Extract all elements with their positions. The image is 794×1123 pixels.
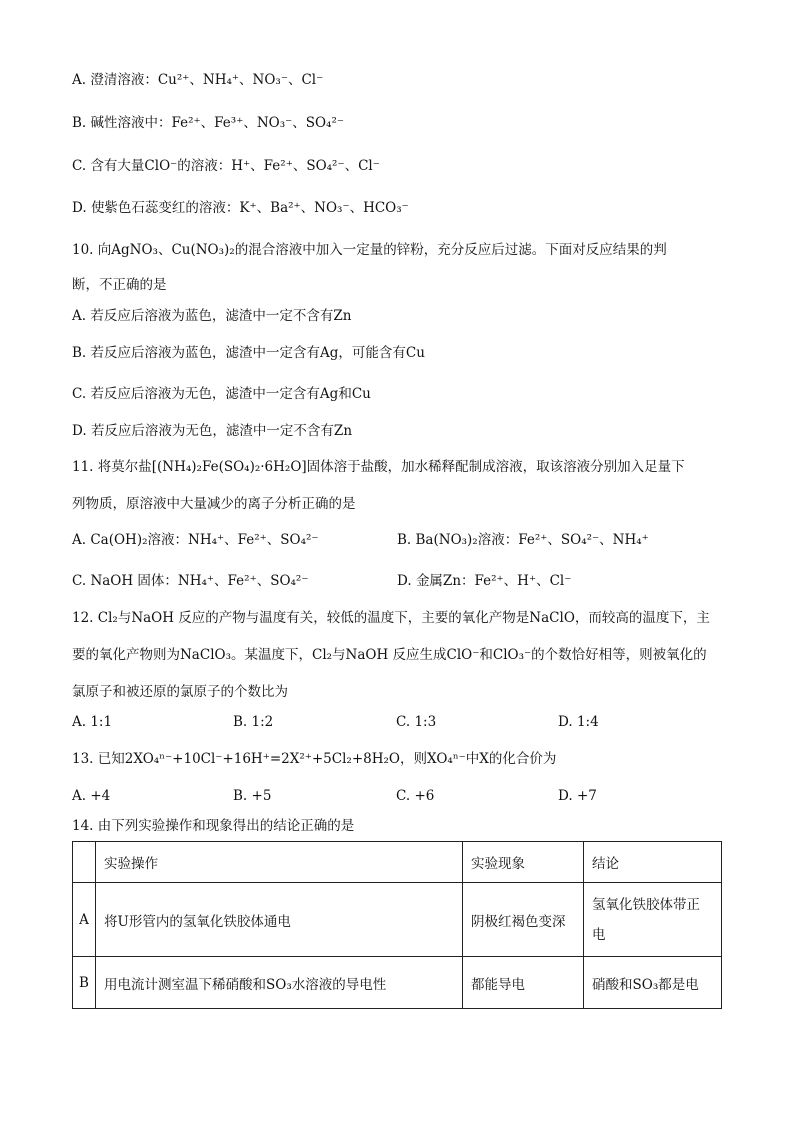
- q10-option-d: [72, 421, 352, 441]
- option-label: B.: [397, 532, 412, 548]
- option-label: D.: [72, 200, 87, 216]
- q14-stem: 14. 由下列实验操作和现象得出的结论正确的是: [72, 818, 355, 834]
- q9-option-a: [72, 70, 323, 90]
- option-text: +5: [251, 788, 272, 804]
- q13-option-b: [233, 786, 271, 806]
- option-label: C.: [396, 788, 411, 804]
- table-cell: 氢氧化铁胶体带正电: [584, 883, 722, 957]
- q10-stem-line2: 断，不正确的是: [72, 277, 167, 293]
- q12-option-d: [558, 712, 599, 732]
- option-label: C.: [72, 573, 87, 589]
- q13-option-d: [558, 786, 597, 806]
- option-label: A.: [72, 72, 87, 88]
- option-label: A.: [72, 308, 87, 324]
- option-text: 1:4: [576, 714, 599, 730]
- option-label: A.: [72, 714, 87, 730]
- table-cell: 硝酸和SO₃都是电: [584, 957, 722, 1009]
- option-label: C.: [72, 158, 87, 174]
- table-header-cell: 实验现象: [463, 842, 584, 883]
- option-label: D.: [72, 423, 87, 439]
- table-cell: B: [73, 957, 96, 1009]
- option-text: 1:2: [251, 714, 274, 730]
- q9-option-b: [72, 113, 344, 133]
- q9-option-d: [72, 198, 409, 218]
- q11-option-c: [72, 571, 308, 591]
- q11-stem-line2: 列物质，原溶液中大量减少的离子分析正确的是: [72, 496, 356, 512]
- q11-option-a: [72, 530, 319, 550]
- table-header-cell: [73, 842, 96, 883]
- q12-stem-line3: 氯原子和被还原的氯原子的个数比为: [72, 684, 288, 700]
- q12-stem-line1: 12. Cl₂与NaOH 反应的产物与温度有关，较低的温度下，主要的氧化产物是NaClO，而较高的温度下，主: [72, 610, 710, 626]
- option-label: B.: [233, 788, 248, 804]
- option-label: D.: [558, 788, 573, 804]
- option-text: +6: [414, 788, 435, 804]
- q13-option-a: [72, 786, 110, 806]
- table-row: [73, 883, 722, 957]
- option-text: +7: [576, 788, 597, 804]
- option-text: 若反应后溶液为蓝色，滤渣中一定含有Ag，可能含有Cu: [90, 345, 425, 361]
- experiment-table: [72, 841, 722, 1009]
- option-label: B.: [72, 345, 87, 361]
- q11-option-d: [397, 571, 571, 591]
- q10-option-a: [72, 306, 351, 326]
- option-label: C.: [396, 714, 411, 730]
- q10-option-c: [72, 384, 371, 404]
- option-text: 含有大量ClO⁻的溶液：H⁺、Fe²⁺、SO₄²⁻、Cl⁻: [90, 158, 380, 174]
- option-label: C.: [72, 386, 87, 402]
- q12-option-b: [233, 712, 273, 732]
- table-cell: 都能导电: [463, 957, 584, 1009]
- table-cell: 阴极红褐色变深: [463, 883, 584, 957]
- option-text: 若反应后溶液为无色，滤渣中一定含有Ag和Cu: [90, 386, 371, 402]
- option-label: D.: [558, 714, 573, 730]
- q10-stem-line1: 10. 向AgNO₃、Cu(NO₃)₂的混合溶液中加入一定量的锌粉，充分反应后过滤。下面对反应结果的判: [72, 242, 667, 258]
- q12-option-a: [72, 712, 112, 732]
- q9-option-c: [72, 156, 380, 176]
- table-cell: A: [73, 883, 96, 957]
- option-text: 使紫色石蕊变红的溶液：K⁺、Ba²⁺、NO₃⁻、HCO₃⁻: [90, 200, 409, 216]
- option-text: 若反应后溶液为无色，滤渣中一定不含有Zn: [90, 423, 353, 439]
- table-header-row: [73, 842, 722, 883]
- option-text: 金属Zn：Fe²⁺、H⁺、Cl⁻: [415, 573, 572, 589]
- table-cell: 用电流计测室温下稀硝酸和SO₃水溶液的导电性: [96, 957, 463, 1009]
- table-header-cell: 结论: [584, 842, 722, 883]
- q12-stem-line2: 要的氧化产物则为NaClO₃。某温度下，Cl₂与NaOH 反应生成ClO⁻和ClO₃⁻的个数恰好相等，则被氧化的: [72, 647, 707, 663]
- q13-stem: 13. 已知2XO₄ⁿ⁻+10Cl⁻+16H⁺=2X²⁺+5Cl₂+8H₂O，则XO₄ⁿ⁻中X的化合价为: [72, 751, 557, 767]
- option-text: 碱性溶液中：Fe²⁺、Fe³⁺、NO₃⁻、SO₄²⁻: [90, 115, 345, 131]
- option-text: 若反应后溶液为蓝色，滤渣中一定不含有Zn: [90, 308, 352, 324]
- q10-option-b: [72, 343, 425, 363]
- q12-option-c: [396, 712, 436, 732]
- q13-option-c: [396, 786, 434, 806]
- option-text: Ca(OH)₂溶液：NH₄⁺、Fe²⁺、SO₄²⁻: [90, 532, 319, 548]
- option-label: B.: [233, 714, 248, 730]
- q11-option-b: [397, 530, 649, 550]
- option-text: 澄清溶液：Cu²⁺、NH₄⁺、NO₃⁻、Cl⁻: [90, 72, 324, 88]
- option-label: A.: [72, 788, 87, 804]
- option-label: D.: [397, 573, 412, 589]
- option-text: 1:3: [414, 714, 437, 730]
- option-label: B.: [72, 115, 87, 131]
- table-header-cell: 实验操作: [96, 842, 463, 883]
- option-text: NaOH 固体：NH₄⁺、Fe²⁺、SO₄²⁻: [90, 573, 309, 589]
- q11-stem-line1: 11. 将莫尔盐[(NH₄)₂Fe(SO₄)₂·6H₂O]固体溶于盐酸，加水稀释配制成溶液，取该溶液分别加入足量下: [72, 459, 685, 475]
- option-text: Ba(NO₃)₂溶液：Fe²⁺、SO₄²⁻、NH₄⁺: [415, 532, 649, 548]
- table-row: [73, 957, 722, 1009]
- option-text: +4: [90, 788, 111, 804]
- option-text: 1:1: [90, 714, 113, 730]
- option-label: A.: [72, 532, 87, 548]
- table-cell: 将U形管内的氢氧化铁胶体通电: [96, 883, 463, 957]
